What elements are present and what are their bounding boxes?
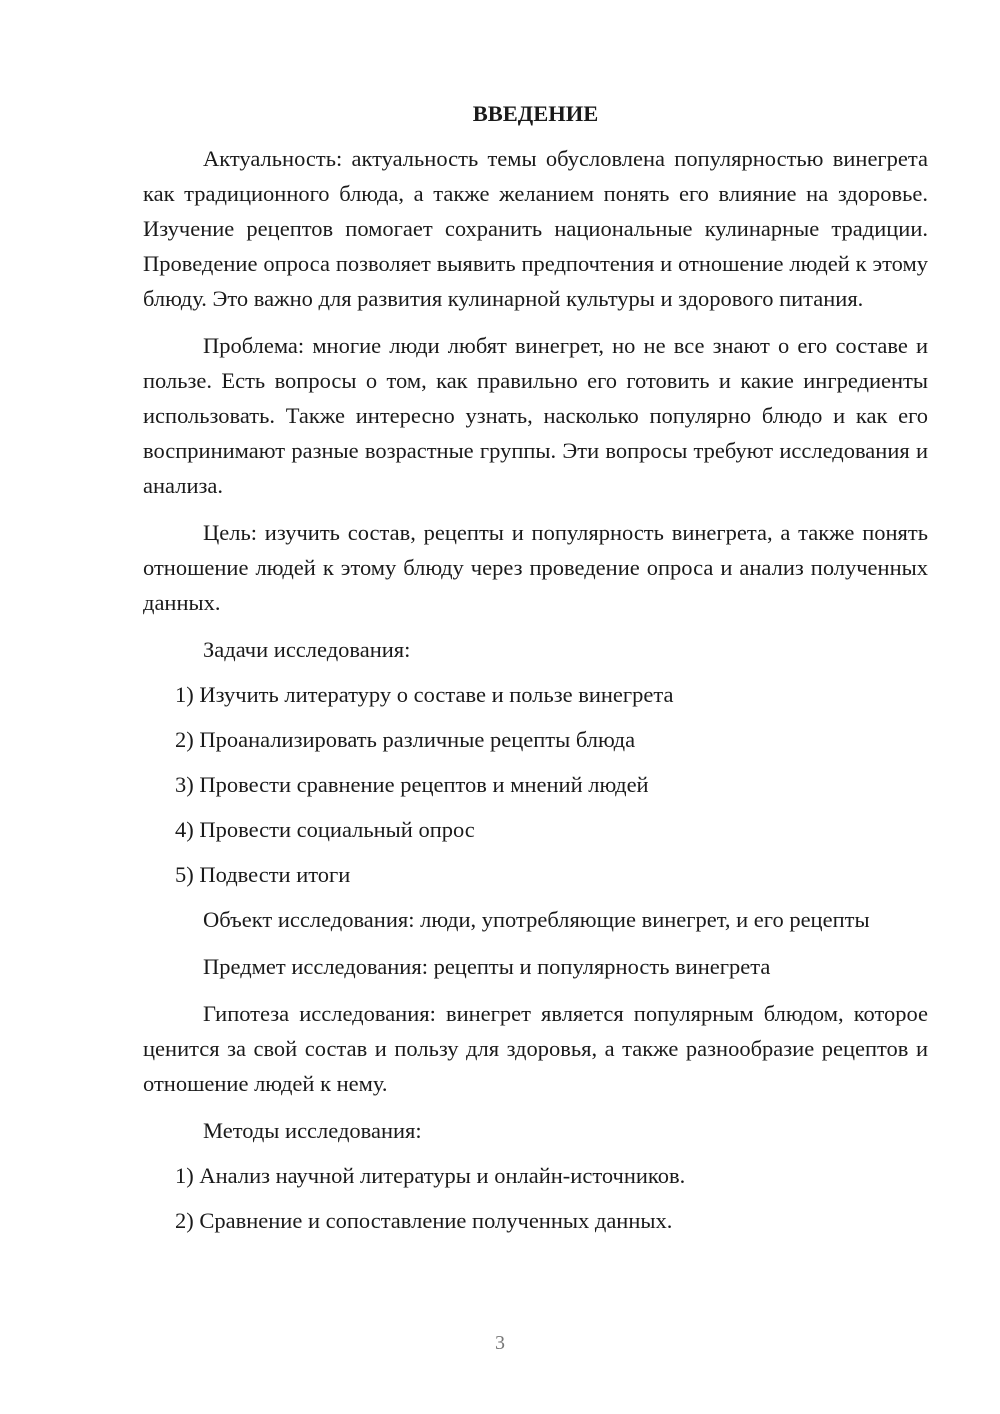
methods-heading: Методы исследования: [203,1118,422,1143]
relevance-paragraph: Актуальность: актуальность темы обусловлена популярностью винегрета как традиционного блюда, а также желанием понять его влияние на здоровье. Изучение рецептов помогает сохранить национальные кулинарные традиции. Проведение опроса позволяет выявить предпочтения и отношение людей к этому блюду. Это важно для развития кулинарной культуры и здорового питания. [143,146,928,311]
task-item: 3) Провести сравнение рецептов и мнений людей [175,772,649,797]
task-item: 2) Проанализировать различные рецепты блюда [175,727,636,752]
page-number: 3 [495,1332,505,1354]
method-item: 2) Сравнение и сопоставление полученных данных. [175,1208,673,1233]
hypothesis-paragraph: Гипотеза исследования: винегрет является популярным блюдом, которое ценится за свой состав и пользу для здоровья, а также разнообразие рецептов и отношение людей к нему. [143,1001,928,1096]
object-paragraph: Объект исследования: люди, употребляющие винегрет, и его рецепты [203,907,870,932]
method-item: 1) Анализ научной литературы и онлайн-источников. [175,1163,686,1188]
task-item: 4) Провести социальный опрос [175,817,475,842]
tasks-heading: Задачи исследования: [203,637,411,662]
document-body [143,96,928,1248]
problem-paragraph: Проблема: многие люди любят винегрет, но не все знают о его составе и пользе. Есть вопросы о том, как правильно его готовить и какие ингредиенты использовать. Также интересно узнать, насколько популярно блюдо и как его воспринимают разные возрастные группы. Эти вопросы требуют исследования и анализа. [143,333,928,498]
goal-paragraph: Цель: изучить состав, рецепты и популярность винегрета, а также понять отношение людей к этому блюду через проведение опроса и анализ полученных данных. [143,520,928,615]
section-title: ВВЕДЕНИЕ [472,101,599,126]
subject-paragraph: Предмет исследования: рецепты и популярность винегрета [203,954,771,979]
task-item: 5) Подвести итоги [175,862,351,887]
task-item: 1) Изучить литературу о составе и пользе винегрета [175,682,674,707]
